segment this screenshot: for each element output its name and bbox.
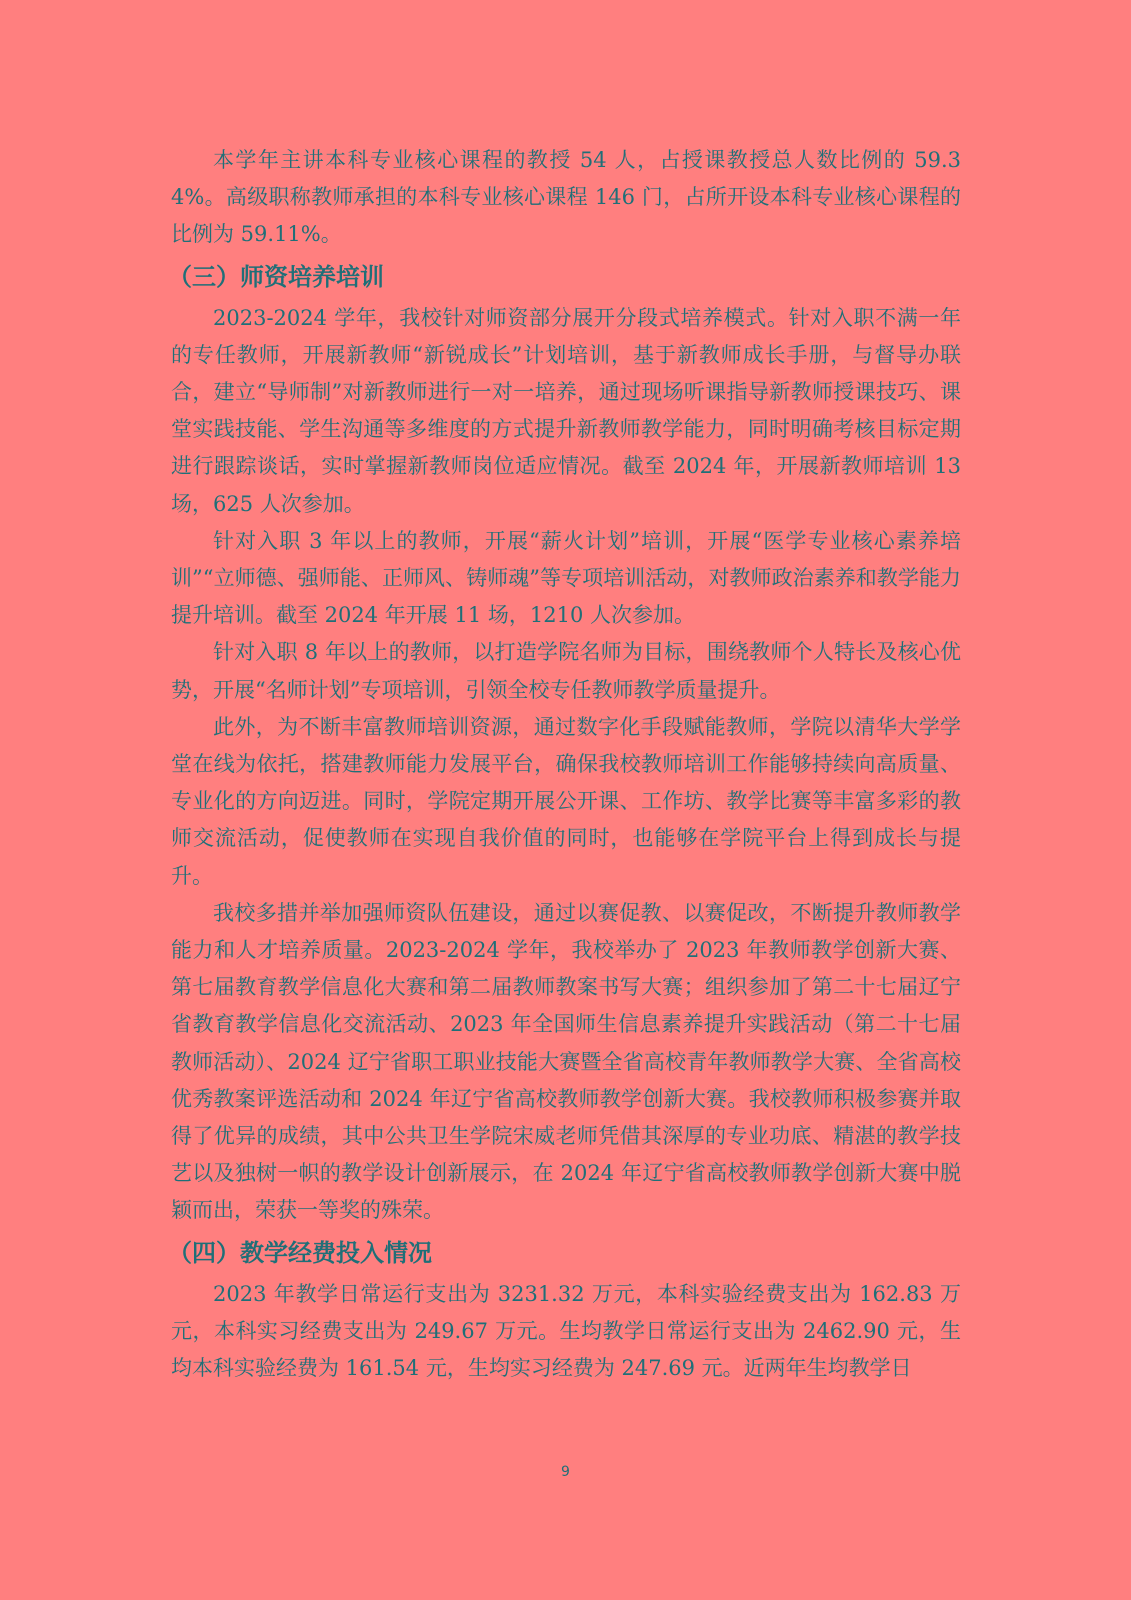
paragraph-core-courses: 本学年主讲本科专业核心课程的教授 54 人，占授课教授总人数比例的 59.34%。高级职称教师承担的本科专业核心课程 146 门，占所开设本科专业核心课程的比例为 59.11%。 xyxy=(171,148,961,247)
document-page xyxy=(168,142,961,1387)
paragraph-training-resources: 此外，为不断丰富教师培训资源，通过数字化手段赋能教师，学院以清华大学学堂在线为依托，搭建教师能力发展平台，确保我校教师培训工作能够持续向高质量、专业化的方向迈进。同时，学院定期开展公开课、工作坊、教学比赛等丰富多彩的教师交流活动，促使教师在实现自我价值的同时，也能够在学院平台上得到成长与提升。 xyxy=(171,714,961,888)
section-heading-teaching-funds: （四）教学经费投入情况 xyxy=(168,1238,432,1267)
paragraph-new-teacher-training: 2023-2024 学年，我校针对师资部分展开分段式培养模式。针对入职不满一年的专任教师，开展新教师“新锐成长”计划培训，基于新教师成长手册，与督导办联合，建立“导师制”对新教师进行一对一培养，通过现场听课指导新教师授课技巧、课堂实践技能、学生沟通等多维度的方式提升新教师教学能力，同时明确考核目标定期进行跟踪谈话，实时掌握新教师岗位适应情况。截至 2024 年，开展新教师培训 13 场，625 人次参加。 xyxy=(171,305,961,516)
paragraph-teaching-competitions: 我校多措并举加强师资队伍建设，通过以赛促教、以赛促改，不断提升教师教学能力和人才培养质量。2023-2024 学年，我校举办了 2023 年教师教学创新大赛、第七届教育教学信息化大赛和第二届教师教案书写大赛；组织参加了第二十七届辽宁省教育教学信息化交流活动、2023 年全国师生信息素养提升实践活动（第二十七届教师活动）、2024 辽宁省职工职业技能大赛暨全省高校青年教师教学大赛、全省高校优秀教案评选活动和 2024 年辽宁省高校教师教学创新大赛。我校教师积极参赛并取得了优异的成绩，其中公共卫生学院宋威老师凭借其深厚的专业功底、精湛的教学技艺以及独树一帜的教学设计创新展示，在 2024 年辽宁省高校教师教学创新大赛中脱颖而出，荣获一等奖的殊荣。 xyxy=(171,900,961,1223)
paragraph-eight-year-teachers: 针对入职 8 年以上的教师，以打造学院名师为目标，围绕教师个人特长及核心优势，开展“名师计划”专项培训，引领全校专任教师教学质量提升。 xyxy=(171,640,961,702)
page-number: 9 xyxy=(561,1464,570,1480)
paragraph-teaching-expenditure: 2023 年教学日常运行支出为 3231.32 万元，本科实验经费支出为 162.83 万元，本科实习经费支出为 249.67 万元。生均教学日常运行支出为 2462.90 元，生均本科实验经费为 161.54 元，生均实习经费为 247.69 元。近两年生均教学日 xyxy=(171,1281,961,1381)
paragraph-three-year-teachers: 针对入职 3 年以上的教师，开展“薪火计划”培训，开展“医学专业核心素养培训”“立师德、强师能、正师风、铸师魂”等专项培训活动，对教师政治素养和教学能力提升培训。截至 2024 年开展 11 场，1210 人次参加。 xyxy=(171,528,961,628)
section-heading-teacher-training: （三）师资培养培训 xyxy=(168,262,384,291)
